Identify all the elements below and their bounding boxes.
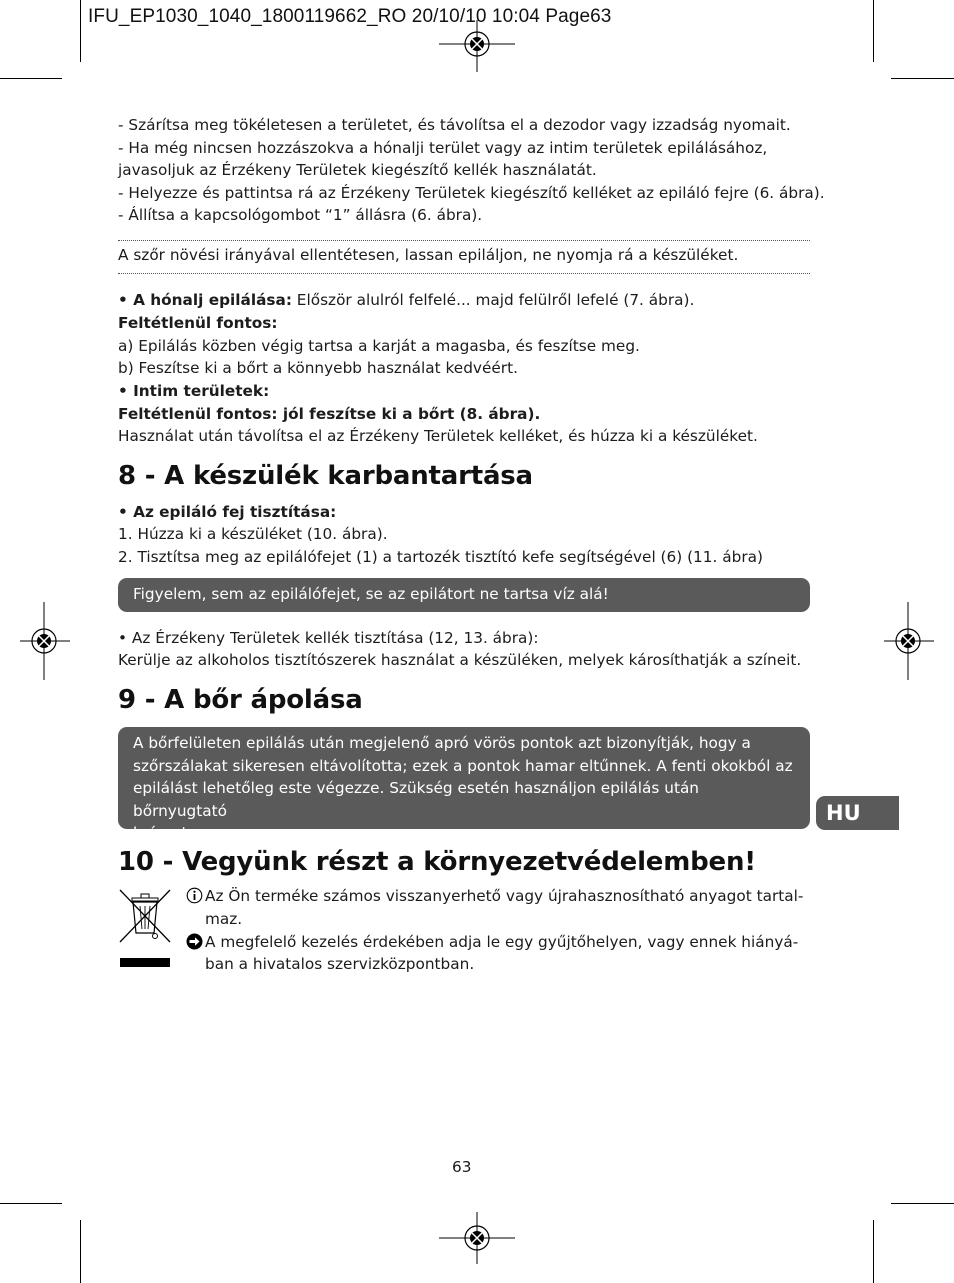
crop-mark: [80, 0, 81, 62]
dotted-divider: [118, 240, 810, 241]
skin-care-line: szőrszálakat sikeresen eltávolította; ezek a pontok hamar eltűnnek. A fenti okokból az: [133, 756, 793, 775]
intro-line: - Állítsa a kapcsológombot “1” állásra (6. ábra).: [118, 206, 483, 224]
skin-care-box: [118, 727, 810, 843]
recycle-info-line: maz.: [205, 910, 243, 928]
section-8-subhead: • Az epiláló fej tisztítása:: [118, 503, 337, 521]
intro-line: javasoljuk az Érzékeny Területek kiegészítő kellék használatát.: [118, 161, 597, 179]
skin-care-line: epilálást lehetőleg este végezze. Szükség esetén használjon epilálás után bőrnyugtató: [133, 779, 700, 820]
accessory-cleaning: • Az Érzékeny Területek kellék tisztítása (12, 13. ábra):: [118, 629, 539, 647]
crop-mark: [80, 1220, 81, 1283]
page-number: 63: [452, 1158, 472, 1176]
section-9-title: 9 - A bőr ápolása: [118, 685, 363, 715]
warning-text: Figyelem, sem az epilálófejet, se az epilátort ne tartsa víz alá!: [133, 585, 609, 603]
skin-care-line: krémet.: [133, 824, 193, 843]
language-tab: HU: [816, 796, 899, 830]
registration-mark-icon: [439, 1212, 515, 1264]
registration-mark-icon: [884, 602, 934, 680]
alcohol-warning: Kerülje az alkoholos tisztítószerek használat a készüléken, melyek károsíthatják a színeit.: [118, 651, 802, 669]
crop-mark: [891, 1203, 954, 1204]
arrow-right-icon: [186, 933, 203, 950]
crossed-bin-icon: [118, 886, 174, 970]
print-slug: IFU_EP1030_1040_1800119662_RO 20/10/10 10:04 Page63: [88, 6, 612, 27]
section-8-title: 8 - A készülék karbantartása: [118, 461, 533, 491]
intim-label: • Intim területek:: [118, 382, 270, 400]
dotted-divider: [118, 273, 810, 274]
instruction-a: a) Epilálás közben végig tartsa a karját a magasba, és feszítse meg.: [118, 337, 640, 355]
skin-care-line: A bőrfelületen epilálás után megjelenő apró vörös pontok azt bizonyítják, hogy a: [133, 734, 751, 752]
intro-line: - Ha még nincsen hozzászokva a hónalji terület vagy az intim területek epilálásához,: [118, 139, 768, 157]
step-1: 1. Húzza ki a készüléket (10. ábra).: [118, 525, 388, 543]
underarm-text: Először alulról felfelé... majd felülről lefelé (7. ábra).: [291, 291, 695, 309]
after-use-text: Használat után távolítsa el az Érzékeny Területek kelléket, és húzza ki a készüléket.: [118, 427, 758, 445]
disposal-line: A megfelelő kezelés érdekében adja le egy gyűjtőhelyen, vagy ennek hiányá-: [205, 933, 799, 951]
intro-line: - Szárítsa meg tökéletesen a területet, és távolítsa el a dezodor vagy izzadság nyomait.: [118, 116, 791, 134]
crop-mark: [873, 0, 874, 62]
crop-mark: [0, 78, 62, 79]
registration-mark-icon: [20, 602, 70, 680]
crop-mark: [0, 1203, 62, 1204]
section-10-title: 10 - Vegyünk részt a környezetvédelemben!: [118, 847, 756, 877]
recycle-info-line: Az Ön terméke számos visszanyerhető vagy újrahasznosítható anyagot tartal-: [205, 887, 804, 905]
crop-mark: [873, 1220, 874, 1283]
info-icon: [186, 887, 203, 904]
disposal-line: ban a hivatalos szervizközpontban.: [205, 955, 475, 973]
underarm-label: • A hónalj epilálása:: [118, 291, 292, 309]
underarm-line: [118, 289, 694, 312]
intro-line: - Helyezze és pattintsa rá az Érzékeny Területek kiegészítő kelléket az epiláló fejre (6. ábra).: [118, 184, 825, 202]
intim-important: Feltétlenül fontos: jól feszítse ki a bőrt (8. ábra).: [118, 405, 541, 423]
crop-mark: [891, 78, 954, 79]
step-2: 2. Tisztítsa meg az epilálófejet (1) a tartozék tisztító kefe segítségével (6) (11. ábra): [118, 548, 763, 566]
important-label: Feltétlenül fontos:: [118, 314, 278, 332]
instruction-b: b) Feszítse ki a bőrt a könnyebb használat kedvéért.: [118, 359, 518, 377]
note-text: A szőr növési irányával ellentétesen, lassan epiláljon, ne nyomja rá a készüléket.: [118, 246, 739, 264]
warning-box: [118, 578, 810, 612]
